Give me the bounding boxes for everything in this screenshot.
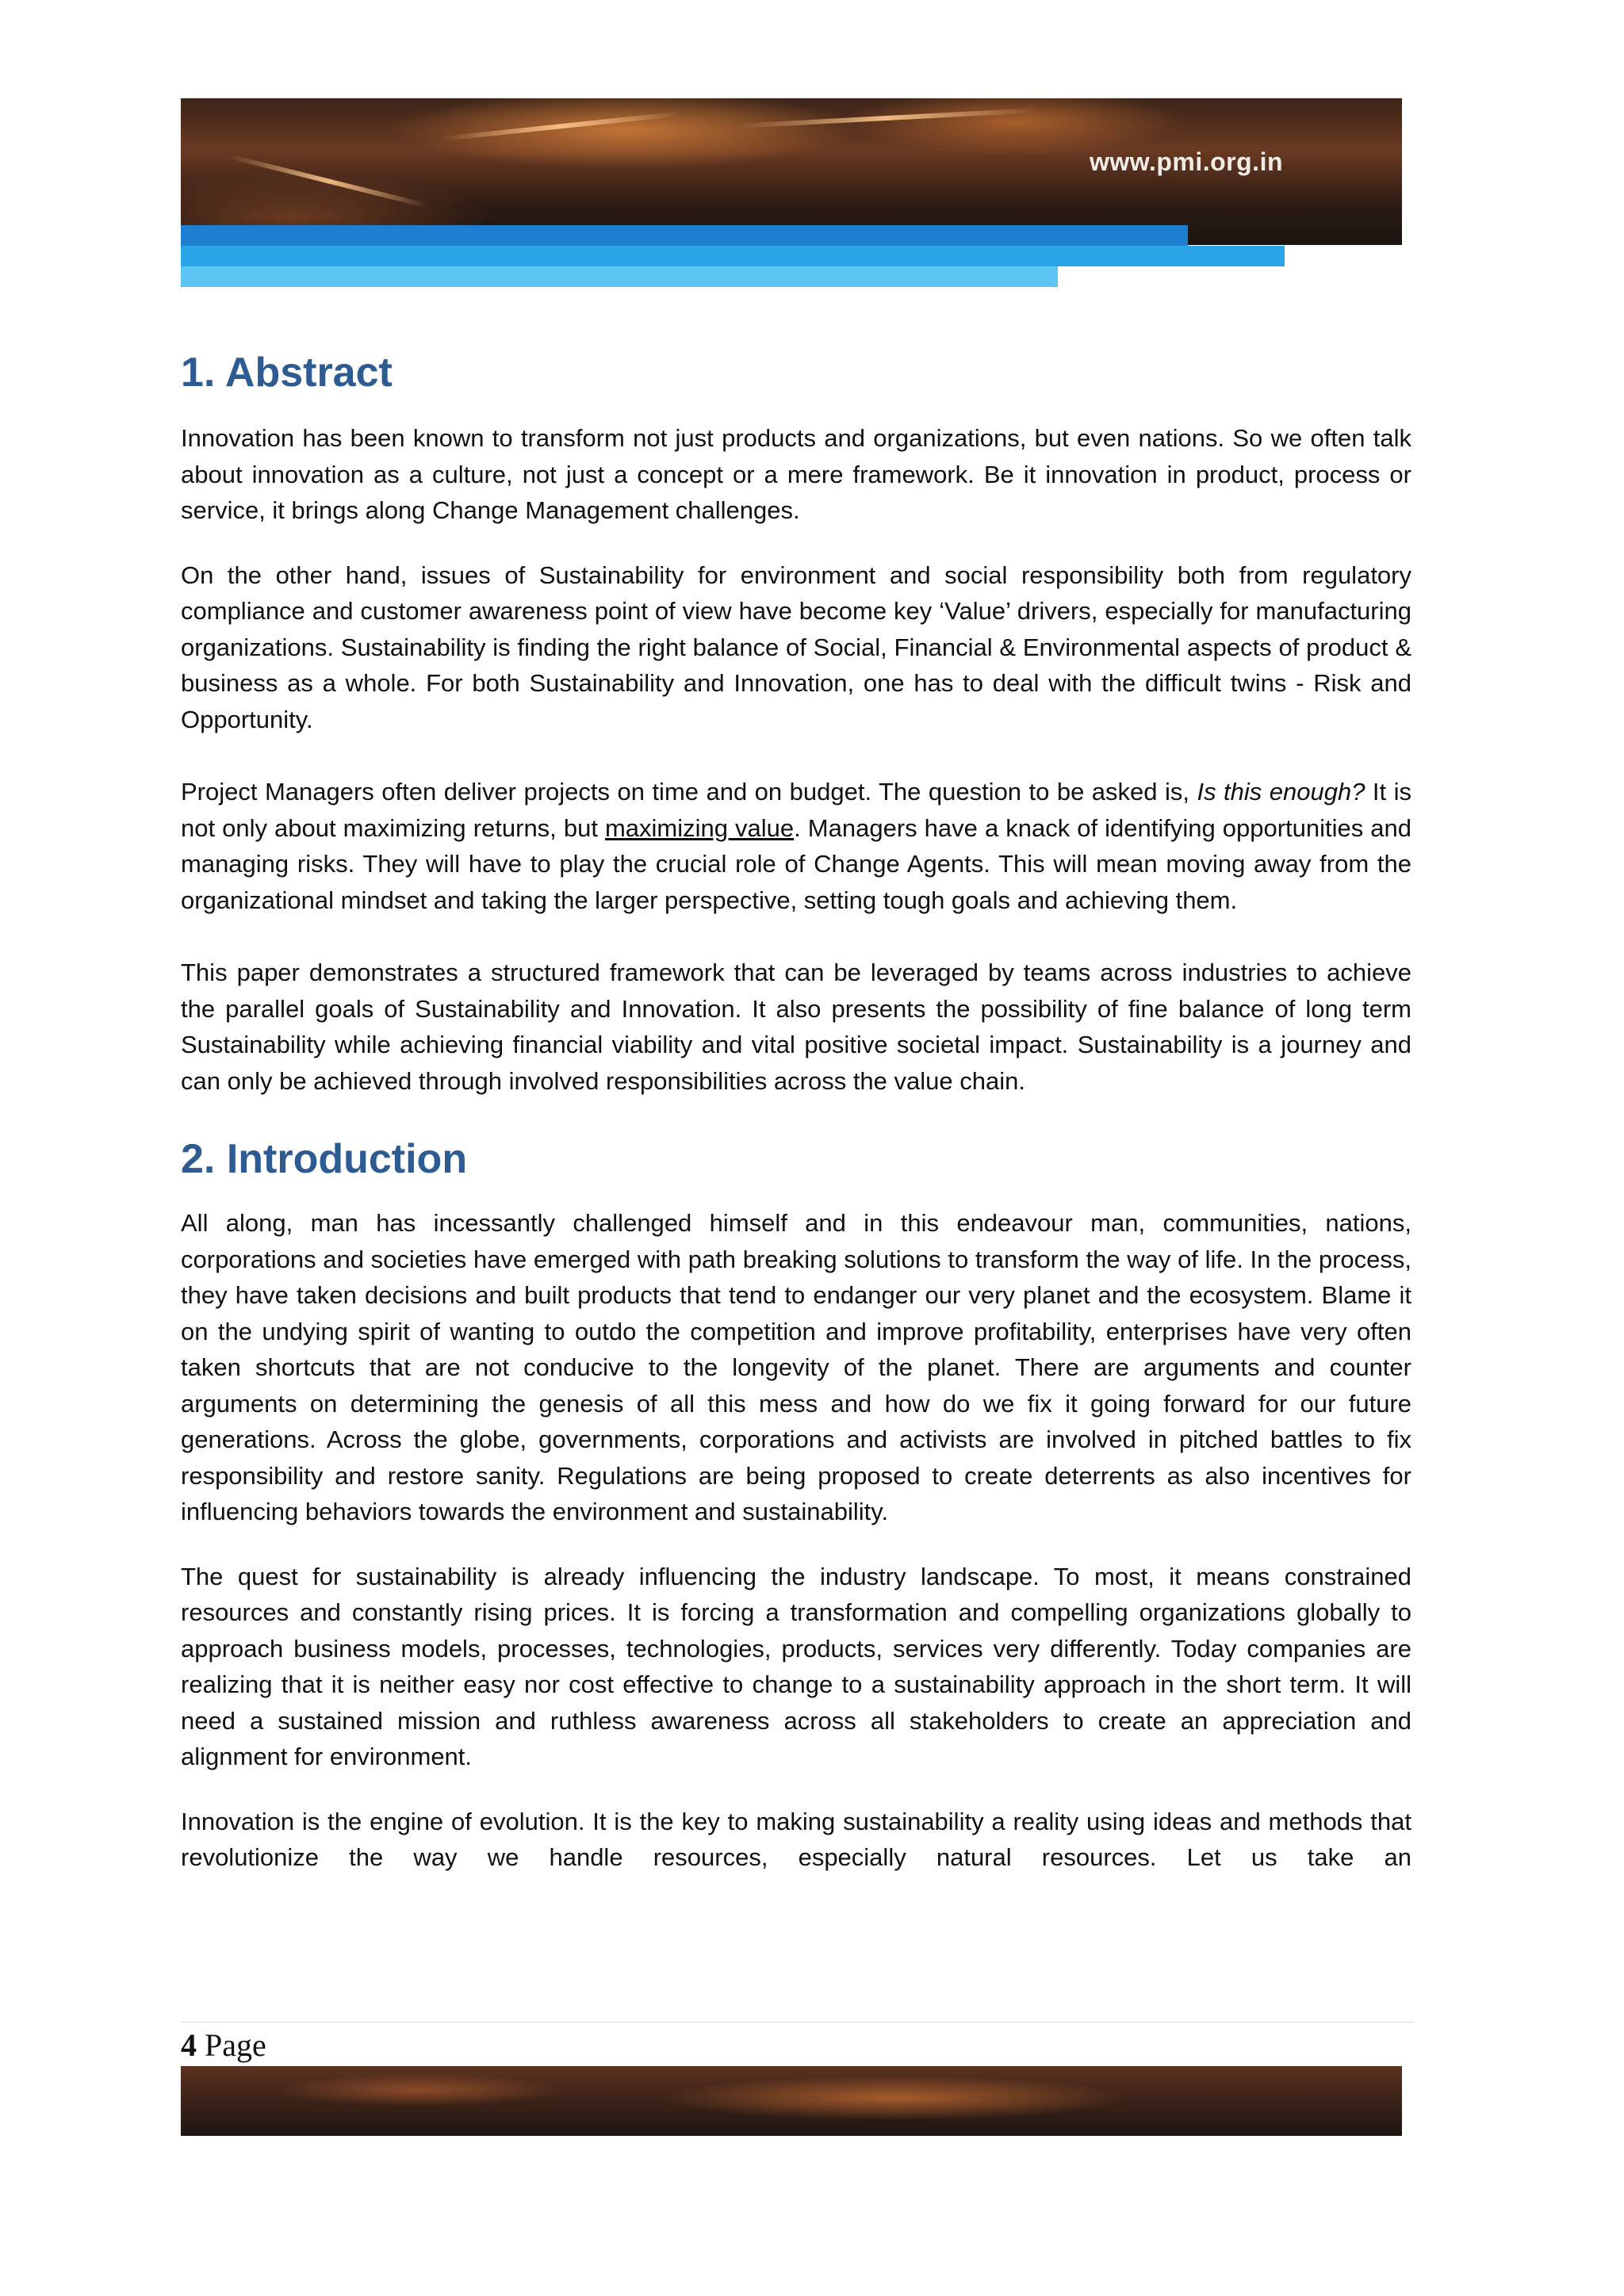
header-url: www.pmi.org.in <box>1089 147 1283 176</box>
abstract-heading: 1. Abstract <box>181 350 393 396</box>
introduction-paragraph-3: Innovation is the engine of evolution. It is the key to making sustainability a reality using ideas and methods that revolutionize the way we handle resources, especially natural resources. Let us take an <box>181 1807 1411 1871</box>
header-banner <box>181 98 1402 245</box>
abstract-paragraph-3-text: It is not only about maximizing returns, but <box>181 778 1412 842</box>
header-stripe-dark-blue <box>181 225 1188 246</box>
introduction-paragraph-2: The quest for sustainability is already influencing the industry landscape. To most, it means constrained resources and constantly rising prices. It is forcing a transformation and compelling organizations globally to approach business models, processes, technologies, products, services very differently. Today companies are realizing that it is neither easy nor cost effective to change to a sustainability approach in the short term. It will need a sustained mission and ruthless awareness across all stakeholders to create an appreciation and alignment for environment. <box>181 1562 1411 1770</box>
header-stripe-blue <box>181 246 1285 266</box>
abstract-paragraph-3-text: . Managers have a knack of identifying opportunities and managing risks. They will have to play the crucial role of Change Agents. This will mean moving away from the organizational mindset and taking the larger perspective, setting tough goals and achieving them. <box>181 813 1412 914</box>
abstract-paragraph-2: On the other hand, issues of Sustainability for environment and social responsibility both from regulatory compliance and customer awareness point of view have become key ‘Value’ drivers, especially for manufacturing organizations. Sustainability is finding the right balance of Social, Financial & Environmental aspects of product & business as a whole. For both Sustainability and Innovation, one has to deal with the difficult twins - Risk and Opportunity. <box>181 561 1411 733</box>
page-number <box>181 2026 266 2064</box>
abstract-paragraph-4: This paper demonstrates a structured framework that can be leveraged by teams across industries to achieve the parallel goals of Sustainability and Innovation. It also presents the possibility of fine balance of long term Sustainability while achieving financial viability and vital positive societal impact. Sustainability is a journey and can only be achieved through involved responsibilities across the value chain. <box>181 959 1411 1095</box>
footer-banner <box>181 2066 1402 2136</box>
page-number-value: 4 <box>181 2027 197 2063</box>
introduction-paragraph-1: All along, man has incessantly challenged himself and in this endeavour man, communities, nations, corporations and societies have emerged with path breaking solutions to transform the way of life. In the process, they have taken decisions and built products that tend to endanger our very planet and the ecosystem. Blame it on the undying spirit of wanting to outdo the competition and improve profitability, enterprises have very often taken shortcuts that are not conducive to the longevity of the planet. There are arguments and counter arguments on determining the genesis of all this mess and how do we fix it going forward for our future generations. Across the globe, governments, corporations and activists are involved in pitched battles to fix responsibility and restore sanity. Regulations are being proposed to create deterrents as also incentives for influencing behaviors towards the environment and sustainability. <box>181 1209 1411 1525</box>
abstract-paragraph-3-underline: maximizing value <box>604 813 795 842</box>
document-body <box>181 349 1411 1876</box>
banner-light-streak <box>442 112 680 141</box>
abstract-paragraph-3-italic: Is this enough? <box>1197 778 1365 806</box>
banner-light-streak <box>736 108 1037 128</box>
banner-light-streak <box>228 154 429 209</box>
abstract-paragraph-3-text: Project Managers often deliver projects on time and on budget. The question to be asked is, <box>181 778 1197 806</box>
abstract-paragraph-3 <box>181 774 1411 918</box>
page-number-label: Page <box>197 2027 266 2063</box>
introduction-heading: 2. Introduction <box>181 1136 468 1182</box>
header-stripe-light-blue <box>181 266 1058 287</box>
abstract-paragraph-1: Innovation has been known to transform not just products and organizations, but even nations. So we often talk about innovation as a culture, not just a concept or a mere framework. Be it innovation in product, process or service, it brings along Change Management challenges. <box>181 424 1411 524</box>
